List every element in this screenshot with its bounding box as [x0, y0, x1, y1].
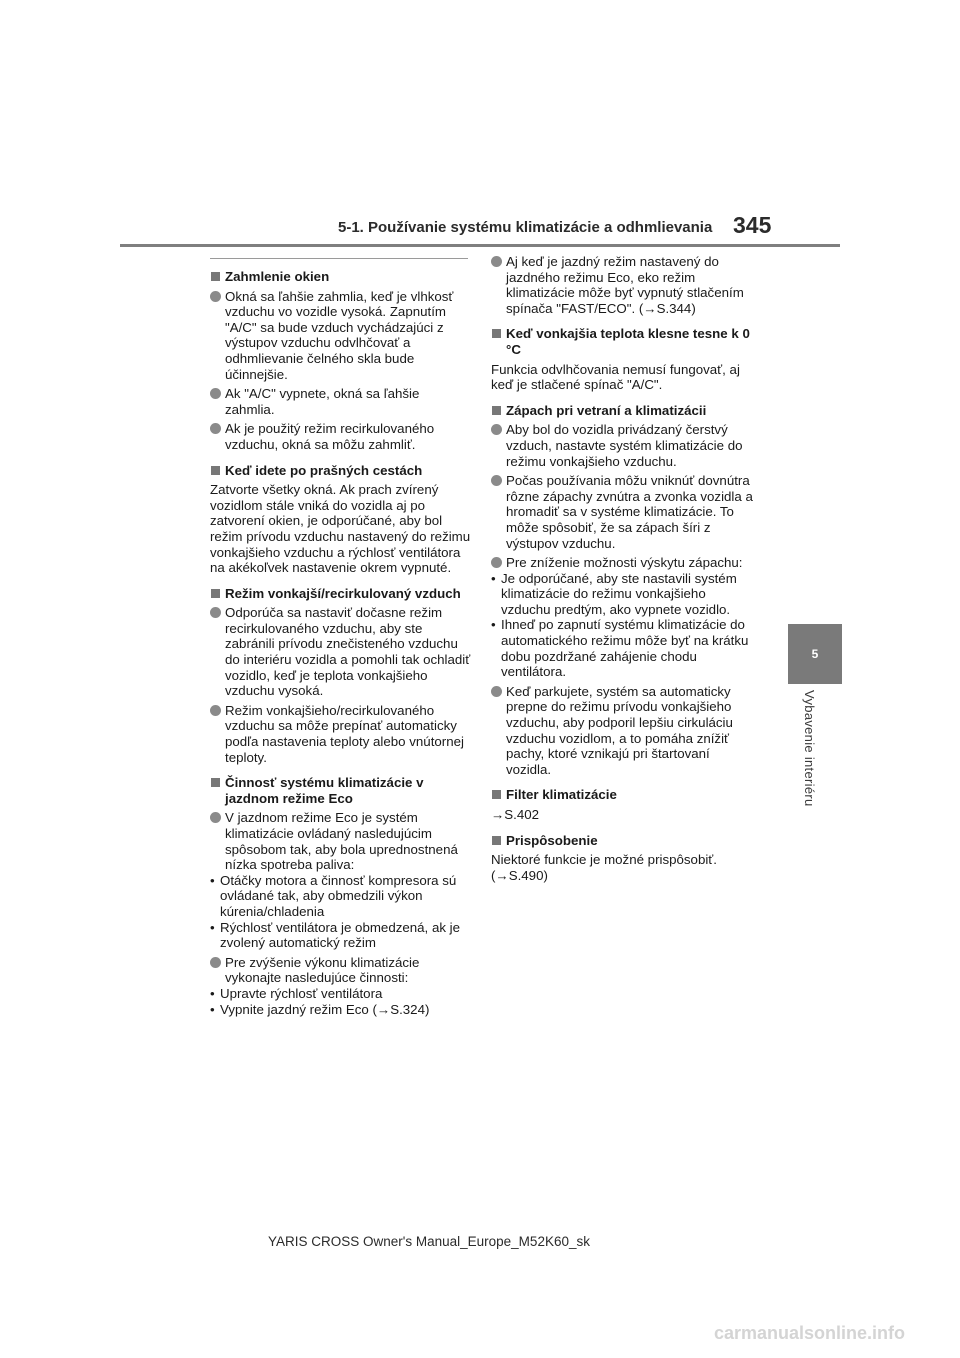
sub-bullet-item: • Upravte rýchlosť ventilátora	[210, 985, 383, 1001]
bullet-item: Režim vonkajšieho/recirkulovaného vzduchu sa môže prepínať automaticky podľa nastavenia teploty alebo vnútornej teploty.	[210, 703, 472, 765]
sub-bullet-item: • Vypnite jazdný režim Eco (→S.324)	[210, 1001, 430, 1017]
sub-bullet-item: • Je odporúčané, aby ste nastavili systém klimatizácie do režimu vonkajšieho vzduchu predtým, ako vypnete vozidlo.	[491, 570, 737, 617]
paragraph: Niektoré funkcie je možné prispôsobiť. (→S.490)	[491, 852, 717, 883]
bullet-item: Pre zníženie možnosti výskytu zápachu: • Je odporúčané, aby ste nastavili systém klimatizácie do režimu vonkajšieho vzduchu predtým, ako vypnete vozidlo. • Ihneď po zapnutí systému klimatizácie do automatického režimu môže byť na krátku dobu pozdržané zahájenie chodu ventilátora.	[491, 555, 753, 680]
left-column	[210, 258, 472, 1021]
circle-bullet-icon	[210, 957, 221, 968]
circle-bullet-icon	[491, 686, 502, 697]
section-heading: Filter klimatizácie	[491, 787, 753, 803]
paragraph: Funkcia odvlhčovania nemusí fungovať, aj keď je stlačené spínač "A/C".	[491, 361, 740, 393]
section-heading: Režim vonkajší/recirkulovaný vzduch	[210, 586, 472, 602]
chapter-tab-label: Vybavenie interiéru	[802, 690, 817, 807]
section-heading: Zahmlenie okien	[210, 269, 472, 285]
bullet-item: Odporúča sa nastaviť dočasne režim recirkulovaného vzduchu, aby ste zabránili prívodu znečisteného vzduchu do interiéru vozidla a pomohli tak ochladiť vozidlo, keď je teplota vonkajšieho vzduchu vysoká.	[210, 605, 472, 699]
circle-bullet-icon	[491, 557, 502, 568]
square-bullet-icon	[492, 790, 501, 799]
page-reference: →S.402	[491, 807, 540, 822]
circle-bullet-icon	[491, 256, 502, 267]
circle-bullet-icon	[210, 388, 221, 399]
bullet-item: Aj keď je jazdný režim nastavený do jazdného režimu Eco, eko režim klimatizácie môže byť vypnutý stlačením spínača "FAST/ECO". (→S.344)	[491, 254, 753, 316]
bullet-item: Okná sa ľahšie zahmlia, keď je vlhkosť vzduchu vo vozidle vysoká. Zapnutím "A/C" sa bude vzduch vychádzajúci z výstupov vzduchu odvlhčovať a odhmlievanie čelného skla bude účinnejšie.	[210, 289, 472, 383]
bullet-item: Ak "A/C" vypnete, okná sa ľahšie zahmlia.	[210, 386, 472, 417]
section-divider	[210, 258, 468, 259]
bullet-item: Pre zvýšenie výkonu klimatizácie vykonajte nasledujúce činnosti: • Upravte rýchlosť ventilátora • Vypnite jazdný režim Eco (→S.324)	[210, 955, 472, 1017]
circle-bullet-icon	[210, 291, 221, 302]
square-bullet-icon	[492, 329, 501, 338]
chapter-title: 5-1. Používanie systému klimatizácie a odhmlievania	[338, 219, 713, 236]
watermark: carmanualsonline.info	[714, 1323, 906, 1343]
section-heading: Činnosť systému klimatizácie v jazdnom režime Eco	[210, 775, 472, 806]
section-heading: Zápach pri vetraní a klimatizácii	[491, 403, 753, 419]
square-bullet-icon	[211, 589, 220, 598]
sub-bullet-item: • Ihneď po zapnutí systému klimatizácie do automatického režimu môže byť na krátku dobu pozdržané zahájenie chodu ventilátora.	[491, 617, 749, 680]
square-bullet-icon	[211, 778, 220, 787]
circle-bullet-icon	[210, 423, 221, 434]
circle-bullet-icon	[210, 705, 221, 716]
square-bullet-icon	[211, 272, 220, 281]
right-column	[491, 254, 753, 887]
sub-bullet-item: • Rýchlosť ventilátora je obmedzená, ak je zvolený automatický režim	[210, 919, 461, 951]
header-rule	[120, 244, 840, 247]
square-bullet-icon	[492, 836, 501, 845]
circle-bullet-icon	[210, 812, 221, 823]
section-heading: Prispôsobenie	[491, 833, 753, 849]
bullet-item: Ak je použitý režim recirkulovaného vzduchu, okná sa môžu zahmliť.	[210, 421, 472, 452]
section-heading: Keď idete po prašných cestách	[210, 463, 472, 479]
page-number: 345	[733, 212, 772, 238]
square-bullet-icon	[492, 406, 501, 415]
bullet-item: Aby bol do vozidla privádzaný čerstvý vzduch, nastavte systém klimatizácie do režimu vonkajšieho vzduchu.	[491, 422, 753, 469]
circle-bullet-icon	[210, 607, 221, 618]
bullet-item: V jazdnom režime Eco je systém klimatizácie ovládaný nasledujúcim spôsobom tak, aby bola uprednostnená nízka spotreba paliva: • Otáčky motora a činnosť kompresora sú ovládané tak, aby obmedzili výkon kúrenia/chladenia • Rýchlosť ventilátora je obmedzená, ak je zvolený automatický režim	[210, 810, 472, 950]
sub-bullet-item: • Otáčky motora a činnosť kompresora sú ovládané tak, aby obmedzili výkon kúrenia/chladenia	[210, 872, 457, 919]
section-heading: Keď vonkajšia teplota klesne tesne k 0 °C	[491, 326, 753, 357]
circle-bullet-icon	[491, 475, 502, 486]
chapter-tab-number: 5	[788, 624, 842, 684]
footer-manual-id: YARIS CROSS Owner's Manual_Europe_M52K60_sk	[268, 1234, 590, 1249]
bullet-item: Počas používania môžu vniknúť dovnútra rôzne zápachy zvnútra a zvonka vozidla a hromadiť sa v systéme klimatizácie. To môže spôsobiť, že sa zápach šíri z výstupov vzduchu.	[491, 473, 753, 551]
circle-bullet-icon	[491, 424, 502, 435]
square-bullet-icon	[211, 466, 220, 475]
paragraph: Zatvorte všetky okná. Ak prach zvírený vozidlom stále vniká do vozidla aj po zatvorení okien, je odporúčané, aby bol režim prívodu vzduchu nastavený do režimu vonkajšieho vzduchu a rýchlosť ventilátora na akékoľvek nastavenie okrem vypnuté.	[210, 482, 471, 576]
bullet-item: Keď parkujete, systém sa automaticky prepne do režimu prívodu vonkajšieho vzduchu, aby podporil lepšiu cirkuláciu vzduchu vozidlom, a to pomáha znížiť pachy, ktoré vznikajú pri štartovaní vozidla.	[491, 684, 753, 778]
